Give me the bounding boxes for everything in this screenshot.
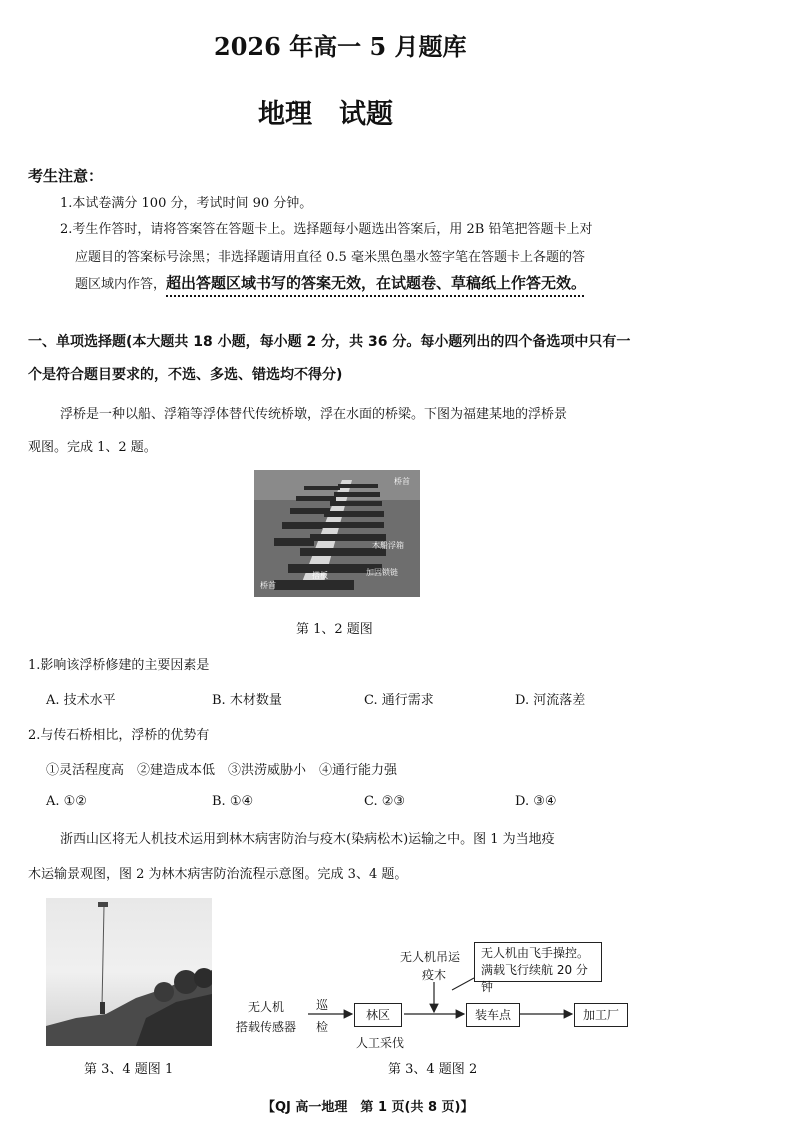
notice-heading: 考生注意： (28, 167, 104, 185)
q2-option-d: D. ③④ (515, 794, 557, 809)
q1-option-d: D. 河流落差 (515, 693, 586, 708)
section-1-heading-line-1: 一、单项选择题(本大题共 18 小题，每小题 2 分，共 36 分。每小题列出的四个备选项中只有一 (28, 334, 631, 350)
floating-bridge-photo (254, 470, 420, 597)
flow-arrow1-label-2: 检 (316, 1020, 329, 1034)
photo-label-mid-right: 木船浮箱 (372, 541, 404, 550)
photo-label-bottom-left: 桥首 (260, 581, 276, 590)
photo-label-top-right: 桥首 (394, 477, 410, 486)
notice-item-2-line-2: 应题目的答案标号涂黑；非选择题请用直径 0.5 毫米黑色墨水签字笔在答题卡上各题的答 (75, 250, 585, 265)
q1-option-c: C. 通行需求 (364, 693, 434, 708)
notice-item-2-line-1: 2.考生作答时，请将答案答在答题卡上。选择题每小题选出答案后，用 2B 铅笔把答题卡上对 (60, 222, 593, 237)
notice-item-2-emphasis: 超出答题区域书写的答案无效，在试题卷、草稿纸上作答无效。 (166, 274, 587, 292)
section-1-heading-line-2: 个是符合题目要求的，不选、多选、错选均不得分) (28, 367, 343, 383)
flow-top-label-1: 无人机吊运 (400, 950, 461, 964)
notice-item-2-plain: 题区域内作答， (75, 277, 167, 292)
flow-callout-line-1: 无人机由飞手操控。 (481, 946, 590, 960)
q2-stem: 2.与传石桥相比，浮桥的优势有 (28, 728, 210, 743)
photo-label-bottom-right: 加固锁链 (366, 568, 398, 577)
flow-top-label-2: 疫木 (422, 968, 447, 982)
q2-option-b: B. ①④ (212, 794, 254, 809)
flow-arrow1-label-1: 巡 (316, 998, 329, 1012)
flow-start-line-2: 搭载传感器 (236, 1020, 297, 1034)
flow-box-loading: 装车点 (466, 1003, 520, 1027)
drone-transport-photo (46, 898, 212, 1046)
flow-box-forest: 林区 (354, 1003, 402, 1027)
subject-title: 地理 试题 (258, 99, 393, 130)
photo-label-bottom-mid: 搭板 (312, 571, 328, 580)
flow-start-line-1: 无人机 (248, 1000, 285, 1014)
flow-below-forest: 人工采伐 (356, 1036, 405, 1050)
passage-2-line-1: 浙西山区将无人机技术运用到林木病害防治与疫木(染病松木)运输之中。图 1 为当地疫 (60, 832, 555, 847)
passage-1-line-1: 浮桥是一种以船、浮箱等浮体替代传统桥墩，浮在水面的桥梁。下图为福建某地的浮桥景 (60, 407, 568, 422)
q1-stem: 1.影响该浮桥修建的主要因素是 (28, 658, 210, 673)
q2-statements: ①灵活程度高 ②建造成本低 ③洪涝威胁小 ④通行能力强 (46, 763, 398, 778)
notice-item-1: 1.本试卷满分 100 分，考试时间 90 分钟。 (60, 196, 313, 211)
figure-1-caption: 第 1、2 题图 (296, 622, 373, 637)
page-footer: 【QJ 高一地理 第 1 页(共 8 页)】 (262, 1100, 474, 1115)
figure-2-caption-2: 第 3、4 题图 2 (388, 1062, 478, 1077)
main-title: 2026 年高一 5 月题库 (214, 32, 467, 61)
q2-option-a: A. ①② (46, 794, 87, 809)
flow-box-factory: 加工厂 (574, 1003, 628, 1027)
q1-option-a: A. 技术水平 (46, 693, 116, 708)
passage-1-line-2: 观图。完成 1、2 题。 (28, 440, 157, 455)
q1-option-b: B. 木材数量 (212, 693, 282, 708)
notice-item-2-line-3 (75, 272, 586, 293)
flow-callout-line-2: 满载飞行续航 20 分钟 (481, 963, 588, 994)
flow-callout (474, 942, 602, 994)
passage-2-line-2: 木运输景观图，图 2 为林木病害防治流程示意图。完成 3、4 题。 (28, 867, 408, 882)
figure-2-caption-1: 第 3、4 题图 1 (84, 1062, 174, 1077)
q2-option-c: C. ②③ (364, 794, 406, 809)
drone-transport-drawing (46, 898, 212, 1046)
